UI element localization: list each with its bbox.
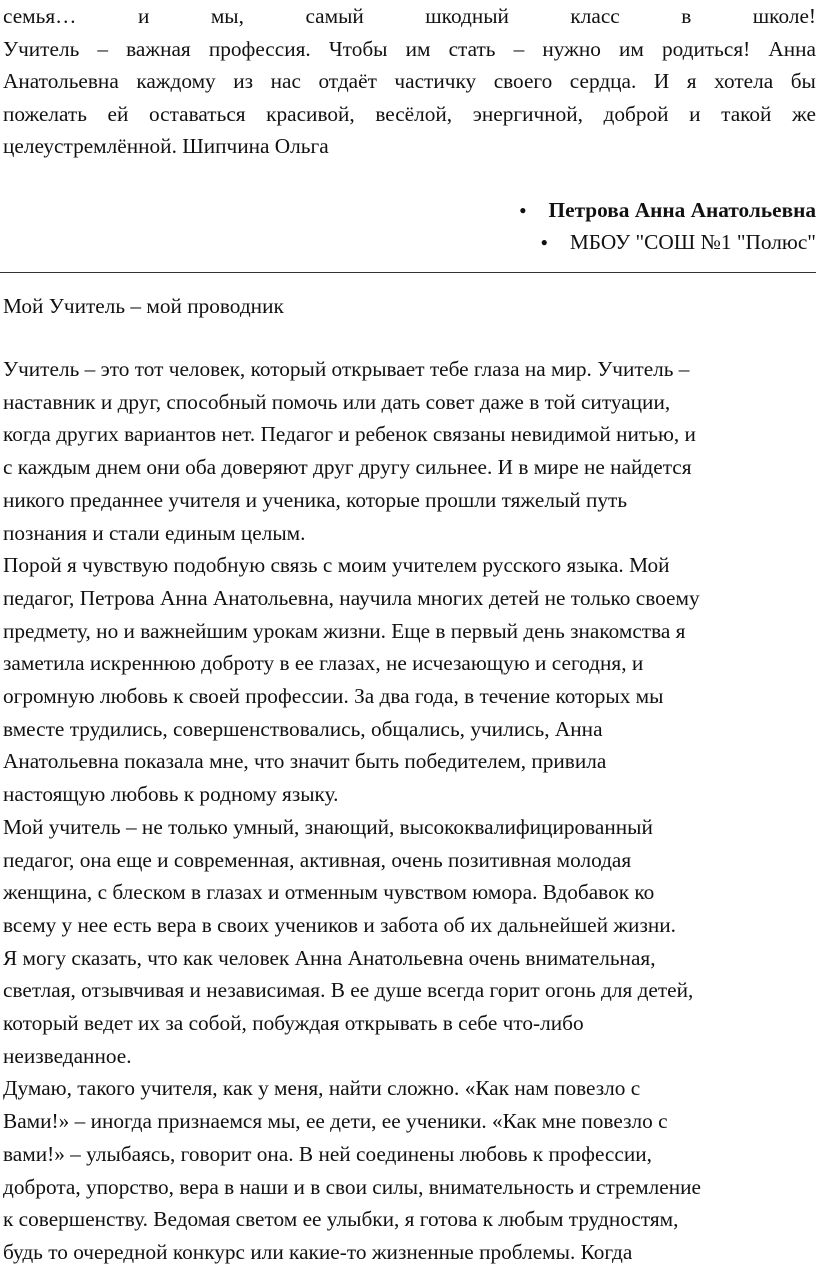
essay-line: когда других вариантов нет. Педагог и ребенок связаны невидимой нитью, и bbox=[3, 422, 696, 447]
author-name: Петрова Анна Анатольевна bbox=[548, 198, 816, 222]
justified-word: Чтобы bbox=[328, 36, 388, 61]
justified-word: класс bbox=[570, 4, 620, 28]
justified-word: каждому bbox=[136, 69, 216, 94]
justified-word: – bbox=[513, 36, 525, 61]
justified-word: стать bbox=[448, 36, 496, 61]
justified-word: отдаёт bbox=[318, 69, 377, 94]
justified-word: им bbox=[405, 36, 431, 61]
justified-word: бы bbox=[790, 69, 816, 94]
essay-line: который ведет их за собой, побуждая открывать в себе что-либо bbox=[3, 1011, 584, 1036]
bullet-icon: ● bbox=[540, 235, 548, 249]
author-name-item bbox=[436, 194, 816, 226]
previous-essay-last-line: целеустремлённой. Шипчина Ольга bbox=[3, 134, 329, 159]
justified-word: сердца. bbox=[569, 69, 637, 94]
justified-word: школе! bbox=[752, 4, 816, 28]
essay-line: Вами!» – иногда признаемся мы, ее дети, ее ученики. «Как мне повезло с bbox=[3, 1109, 668, 1134]
justified-word: такой bbox=[721, 101, 772, 126]
justified-word: ей bbox=[107, 101, 129, 126]
essay-line: будь то очередной конкурс или какие-то жизненные проблемы. Когда bbox=[3, 1239, 633, 1264]
justified-line bbox=[3, 65, 816, 98]
justified-word: в bbox=[681, 4, 692, 28]
justified-word: доброй bbox=[603, 101, 669, 126]
justified-word: хотела bbox=[714, 69, 774, 94]
justified-word: и bbox=[689, 101, 701, 126]
essay-line: познания и стали единым целым. bbox=[3, 520, 306, 545]
justified-word: семья… bbox=[3, 4, 77, 28]
justified-word: родиться! bbox=[661, 36, 751, 61]
essay-line: Мой учитель – не только умный, знающий, высококвалифицированный bbox=[3, 814, 653, 839]
author-info-list bbox=[436, 194, 816, 258]
justified-word: нас bbox=[270, 69, 301, 94]
essay-line: настоящую любовь к родному языку. bbox=[3, 782, 339, 807]
justified-word: весёлой, bbox=[375, 101, 453, 126]
justified-line bbox=[3, 98, 816, 131]
justified-word: из bbox=[233, 69, 254, 94]
author-school: МБОУ "СОШ №1 "Полюс" bbox=[569, 230, 816, 254]
justified-word: я bbox=[686, 69, 697, 94]
essay-line: Анатольевна показала мне, что значит быть победителем, привила bbox=[3, 749, 607, 774]
author-school-item bbox=[436, 226, 816, 258]
previous-essay-ending bbox=[3, 0, 816, 163]
essay-line: вами!» – улыбаясь, говорит она. В ней соединены любовь к профессии, bbox=[3, 1141, 652, 1166]
essay-line: Учитель – это тот человек, который открывает тебе глаза на мир. Учитель – bbox=[3, 357, 690, 381]
essay-line: Порой я чувствую подобную связь с моим учителем русского языка. Мой bbox=[3, 553, 670, 578]
essay-line: Думаю, такого учителя, как у меня, найти сложно. «Как нам повезло с bbox=[3, 1076, 641, 1101]
justified-word: Анна bbox=[768, 36, 816, 61]
essay-body bbox=[3, 353, 816, 1269]
essay-line: с каждым днем они оба доверяют друг другу сильнее. И в мире не найдется bbox=[3, 455, 692, 480]
justified-word: энергичной, bbox=[472, 101, 583, 126]
essay-line: к совершенству. Ведомая светом ее улыбки, я готова к любым трудностям, bbox=[3, 1207, 679, 1232]
justified-word: шкодный bbox=[425, 4, 509, 28]
essay-line: светлая, отзывчивая и независимая. В ее душе всегда горит огонь для детей, bbox=[3, 978, 694, 1003]
essay-line: заметила искреннюю доброту в ее глазах, не исчезающую и сегодня, и bbox=[3, 651, 644, 676]
justified-word: пожелать bbox=[3, 101, 87, 126]
essay-line: женщина, с блеском в глазах и отменным чувством юмора. Вдобавок ко bbox=[3, 880, 655, 905]
essay-line: Я могу сказать, что как человек Анна Анатольевна очень внимательная, bbox=[3, 945, 656, 970]
justified-word: и bbox=[137, 4, 150, 28]
justified-word: частичку bbox=[394, 69, 477, 94]
justified-word: им bbox=[618, 36, 644, 61]
essay-line: педагог, она еще и современная, активная, очень позитивная молодая bbox=[3, 847, 632, 872]
justified-word: оставаться bbox=[148, 101, 246, 126]
justified-word: мы, bbox=[210, 4, 244, 28]
justified-word: Учитель bbox=[3, 36, 80, 61]
justified-word: нужно bbox=[542, 36, 601, 61]
essay-title: Мой Учитель – мой проводник bbox=[3, 294, 284, 318]
justified-word: же bbox=[792, 101, 816, 126]
justified-word: самый bbox=[305, 4, 364, 28]
justified-line bbox=[3, 33, 816, 66]
justified-word: профессия. bbox=[208, 36, 311, 61]
essay-line: неизведанное. bbox=[3, 1043, 132, 1068]
essay-line: доброта, упорство, вера в наши и в свои силы, внимательность и стремление bbox=[3, 1174, 701, 1199]
bullet-icon: ● bbox=[519, 203, 527, 217]
justified-word: И bbox=[653, 69, 670, 94]
essay-line: вместе трудились, совершенствовались, общались, учились, Анна bbox=[3, 716, 603, 741]
justified-word: красивой, bbox=[266, 101, 355, 126]
justified-word: важная bbox=[126, 36, 191, 61]
essay-line: всему у нее есть вера в своих учеников и забота об их дальнейшей жизни. bbox=[3, 912, 676, 937]
essay-line: никого преданнее учителя и ученика, которые прошли тяжелый путь bbox=[3, 487, 628, 512]
essay-line: огромную любовь к своей профессии. За два года, в течение которых мы bbox=[3, 684, 664, 709]
justified-line-first bbox=[3, 0, 816, 33]
essay-line: предмету, но и важнейшим урокам жизни. Еще в первый день знакомства я bbox=[3, 618, 686, 643]
justified-word: Анатольевна bbox=[3, 69, 119, 94]
section-divider bbox=[0, 272, 816, 273]
essay-line: наставник и друг, способный помочь или дать совет даже в той ситуации, bbox=[3, 389, 671, 414]
essay-line: педагог, Петрова Анна Анатольевна, научила многих детей не только своему bbox=[3, 585, 700, 610]
justified-word: своего bbox=[493, 69, 553, 94]
justified-word: – bbox=[97, 36, 109, 61]
